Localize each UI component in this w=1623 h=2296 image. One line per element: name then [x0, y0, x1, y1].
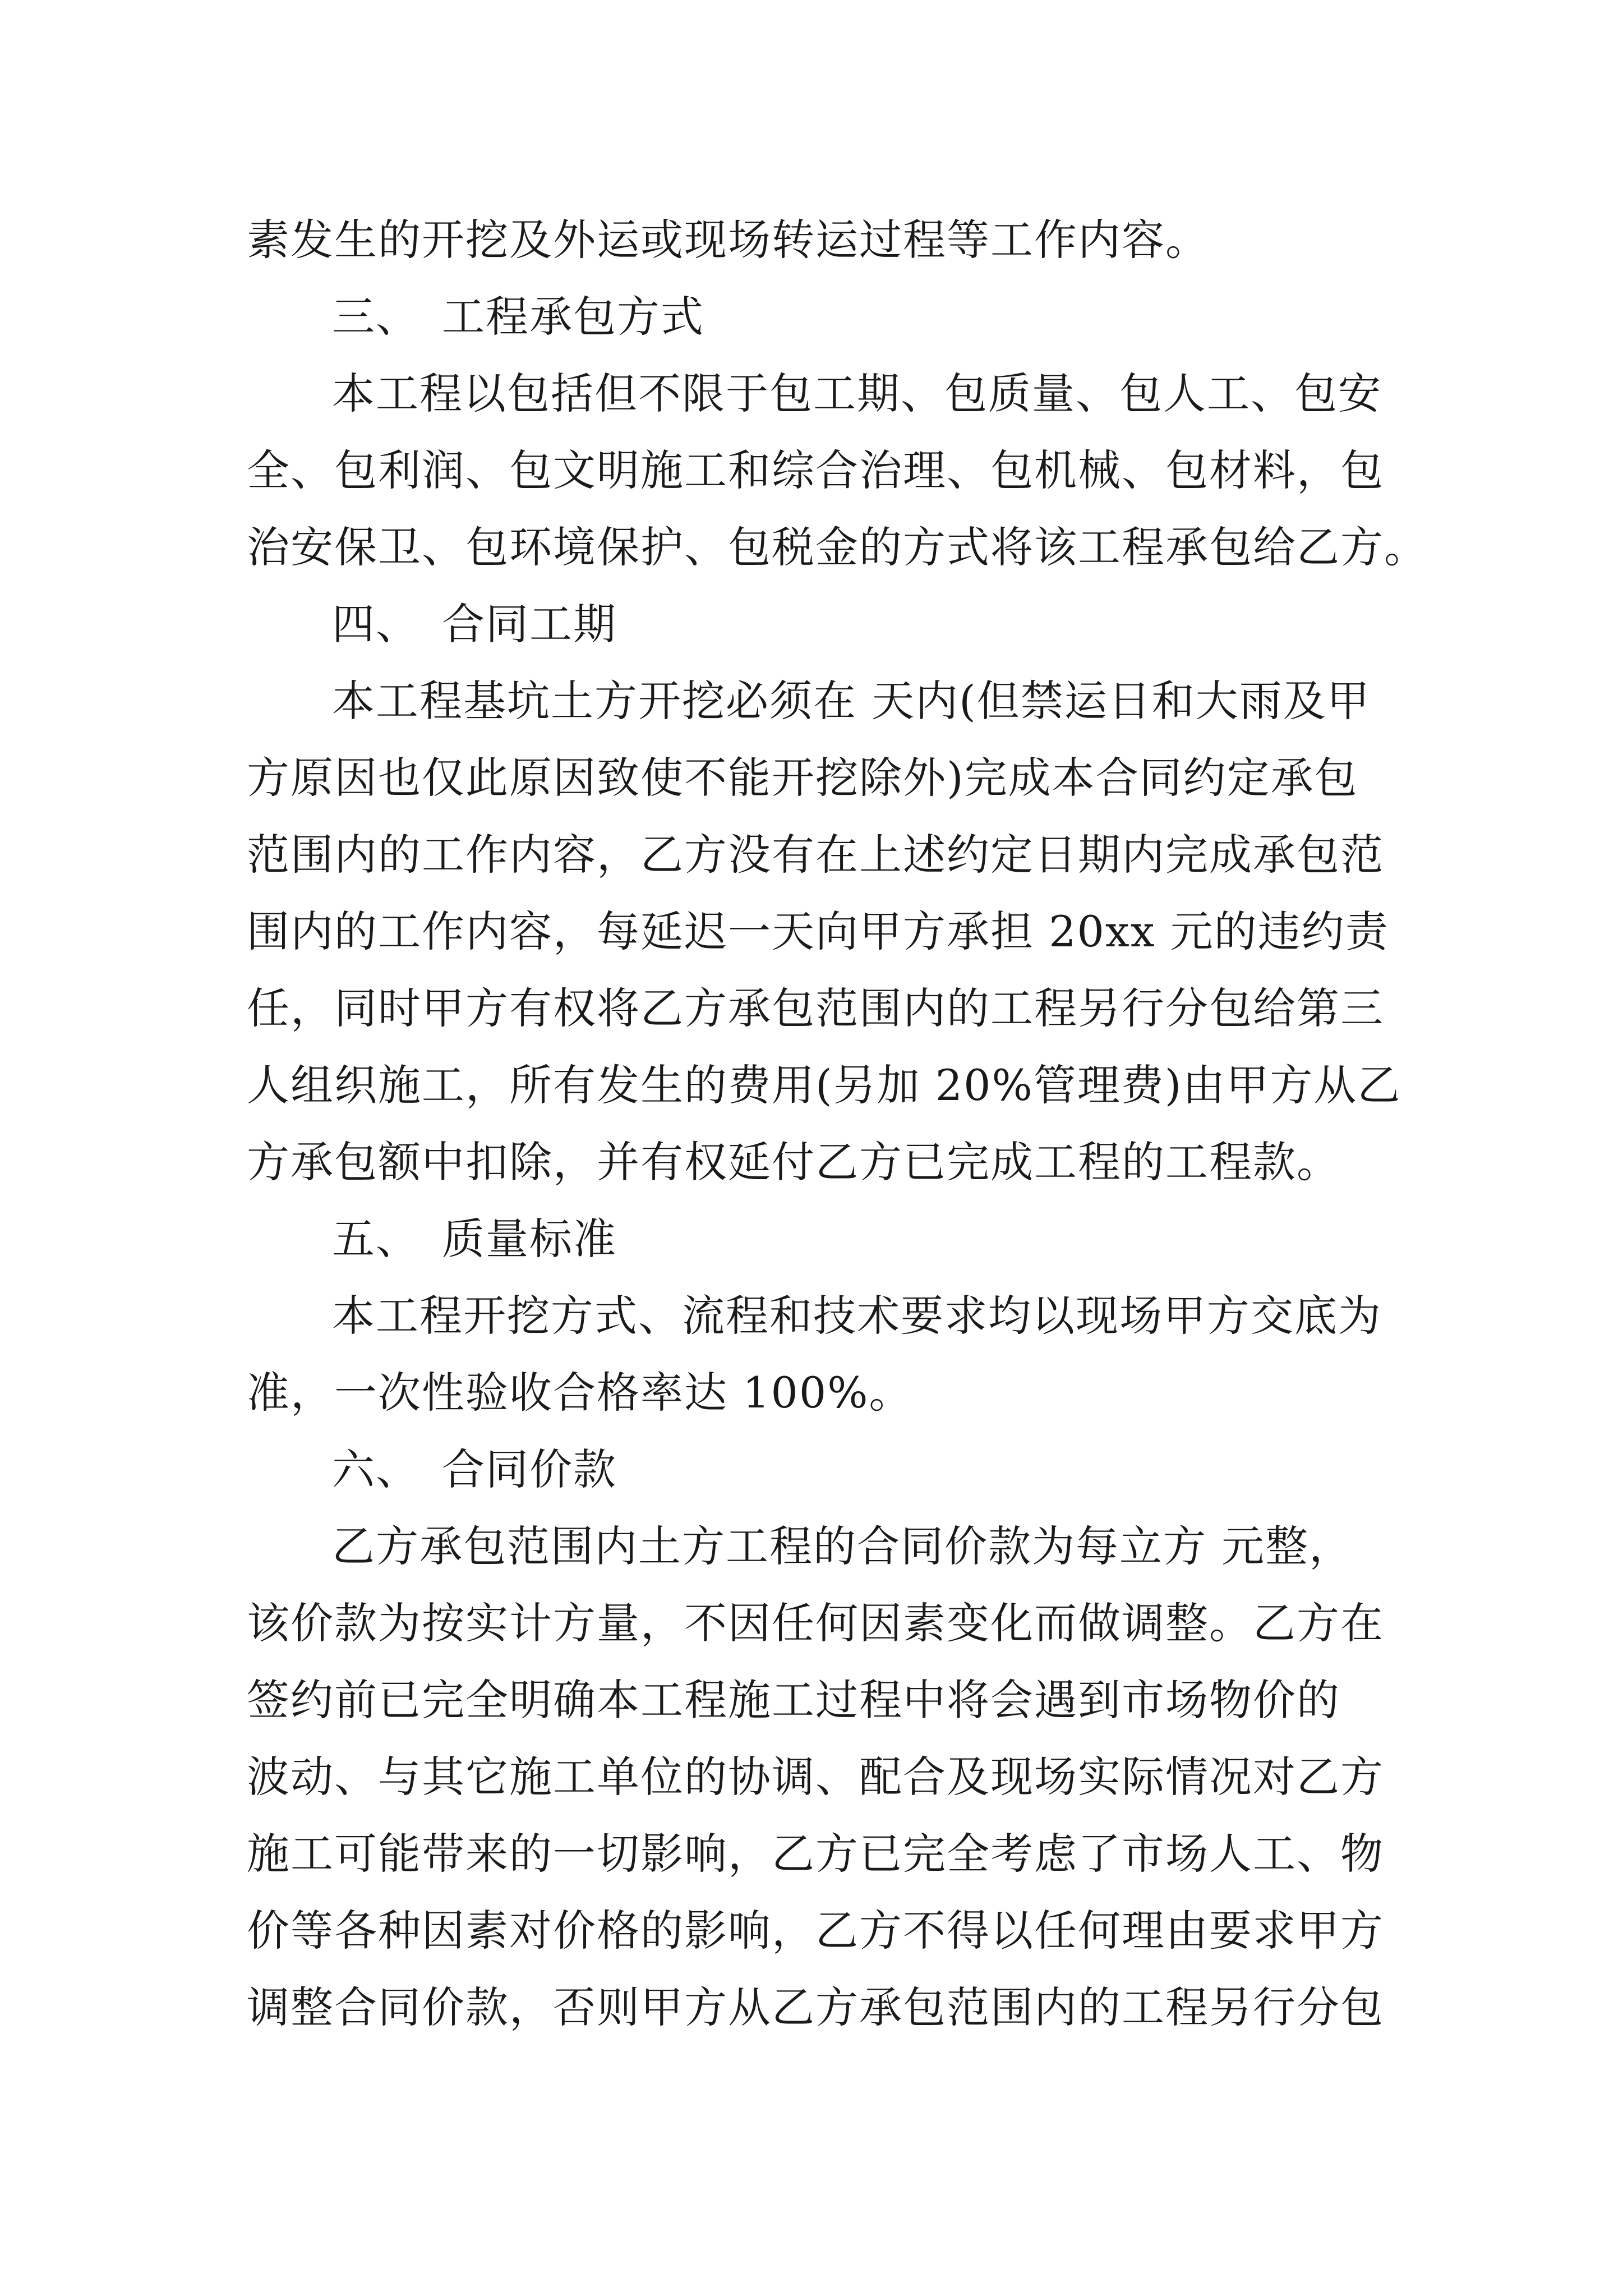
text-line: 价等各种因素对价格的影响，乙方不得以任何理由要求甲方: [247, 1906, 1384, 1955]
paragraph-line: 本工程以包括但不限于包工期、包质量、包人工、包安: [332, 369, 1382, 418]
text-line: 围内的工作内容，每延迟一天向甲方承担 20xx 元的违约责: [247, 907, 1389, 956]
section-heading-4: 四、 合同工期: [332, 599, 617, 649]
paragraph-line: 本工程开挖方式、流程和技术要求均以现场甲方交底为: [332, 1291, 1382, 1341]
text-line: 波动、与其它施工单位的协调、配合及现场实际情况对乙方: [247, 1752, 1384, 1802]
text-line: 人组织施工，所有发生的费用(另加 20%管理费)由甲方从乙: [247, 1060, 1401, 1110]
text-line: 施工可能带来的一切影响，乙方已完全考虑了市场人工、物: [247, 1829, 1384, 1879]
section-heading-6: 六、 合同价款: [332, 1444, 617, 1494]
text-line: 方承包额中扣除，并有权延付乙方已完成工程的工程款。: [247, 1137, 1340, 1187]
text-line: 素发生的开挖及外运或现场转运过程等工作内容。: [247, 215, 1209, 265]
text-line: 任，同时甲方有权将乙方承包范围内的工程另行分包给第三: [247, 983, 1384, 1033]
section-heading-5: 五、 质量标准: [332, 1214, 617, 1264]
text-line: 签约前已完全明确本工程施工过程中将会遇到市场物价的: [247, 1675, 1340, 1725]
text-line: 治安保卫、包环境保护、包税金的方式将该工程承包给乙方。: [247, 522, 1428, 572]
text-line: 调整合同价款，否则甲方从乙方承包范围内的工程另行分包: [247, 1982, 1384, 2032]
paragraph-line: 乙方承包范围内土方工程的合同价款为每立方 元整，: [332, 1521, 1353, 1571]
paragraph-line: 本工程基坑土方开挖必须在 天内(但禁运日和大雨及甲: [332, 676, 1371, 726]
text-line: 该价款为按实计方量，不因任何因素变化而做调整。乙方在: [247, 1598, 1384, 1648]
text-line: 方原因也仅此原因致使不能开挖除外)完成本合同约定承包: [247, 753, 1358, 803]
text-line: 范围内的工作内容，乙方没有在上述约定日期内完成承包范: [247, 830, 1384, 880]
text-line: 准，一次性验收合格率达 100%。: [247, 1368, 913, 1418]
section-heading-3: 三、 工程承包方式: [332, 292, 704, 342]
text-line: 全、包利润、包文明施工和综合治理、包机械、包材料，包: [247, 445, 1384, 495]
